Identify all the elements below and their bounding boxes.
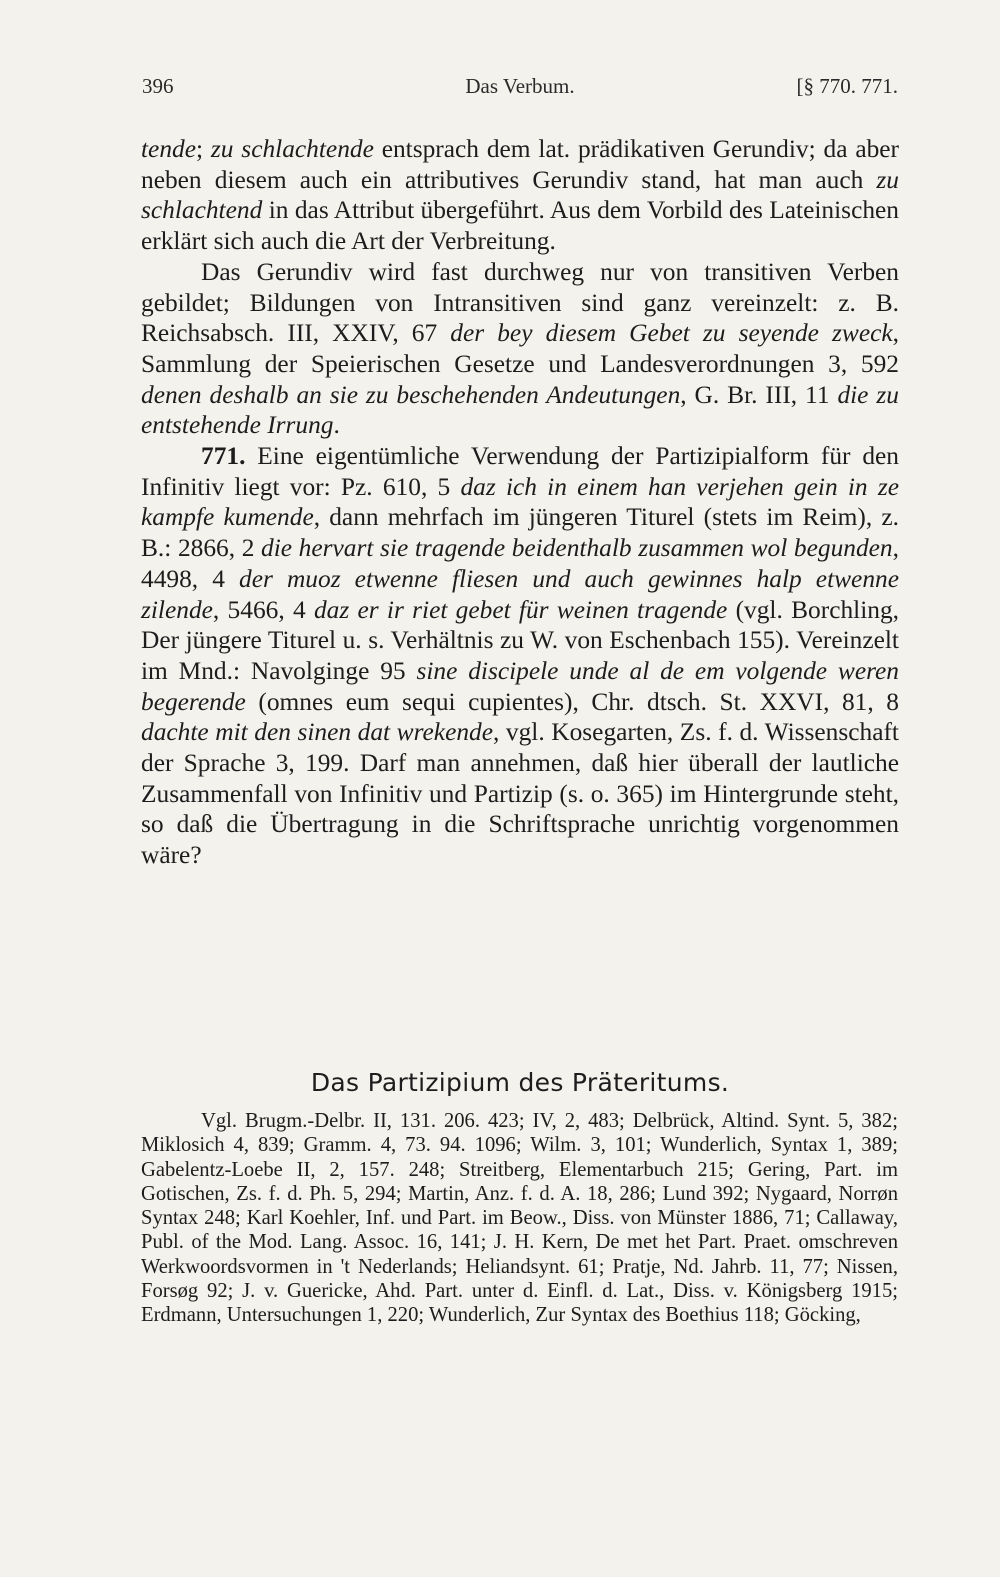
italic-quote: die zu entstehende Irrung xyxy=(141,380,899,440)
text-run: , dann mehrfach im jüngeren Titurel (stets im Reim), z. B.: 2866, 2 xyxy=(141,503,899,563)
italic-quote: der muoz etwenne fliesen und auch gewinnes halp etwenne zilende xyxy=(141,564,899,624)
paragraph-continuation xyxy=(141,134,899,257)
italic-quote: denen deshalb an sie zu beschehenden Andeutungen xyxy=(141,380,681,409)
section-number: 771. xyxy=(201,442,246,471)
text-run: ; xyxy=(195,135,211,163)
text-run: , 5466, 4 xyxy=(212,595,314,624)
paragraph-771 xyxy=(141,441,899,871)
text-run: , Sammlung der Speierischen Gesetze und Landesverordnungen 3, 592 xyxy=(141,319,899,378)
text-run: , vgl. Kosegarten, Zs. f. d. Wissenschaft der Sprache 3, 199. Darf man annehmen, daß hier überall der lautliche Zusammenfall von Infinitiv und Partizip (s. o. 365) im Hintergrunde steht, so daß die Übertragung in die Schriftsprache unrichtig vorgenommen wäre? xyxy=(141,718,899,870)
text-run: entsprach dem lat. prädikativen Gerundiv; da aber neben diesem auch ein attributives Gerundiv stand, hat man auch xyxy=(141,135,900,194)
italic-term: tende xyxy=(141,135,196,163)
section-reference: [§ 770. 771. xyxy=(796,74,898,98)
bibliography-text: Vgl. Brugm.-Delbr. II, 131. 206. 423; IV, 2, 483; Delbrück, Altind. Synt. 5, 382; Miklosich 4, 839; Gramm. 4, 73. 94. 1096; Wilm. 3, 101; Wunderlich, Syntax 1, 389; Gabelentz-Loebe II, 2, 157. 248; Streitberg, Elementarbuch 215; Gering, Part. im Gotischen, Zs. f. d. Ph. 5, 294; Martin, Anz. f. d. A. 18, 286; Lund 392; Nygaard, Norrøn Syntax 248; Karl Koehler, Inf. und Part. im Beow., Diss. von Münster 1886, 71; Callaway, Publ. of the Mod. Lang. Assoc. 16, 141; J. H. Kern, De met het Part. Praet. omschreven Werkwoordsvormen in 't Nederlands; Heliandsynt. 61; Pratje, Nd. Jahrb. 11, 77; Nissen, Forsøg 92; J. v. Guericke, Ahd. Part. unter d. Einfl. d. Lat., Diss. v. Königsberg 1915; Erdmann, Untersuchungen 1, 220; Wunderlich, Zur Syntax des Boethius 118; Göcking, xyxy=(141,1110,898,1327)
main-text xyxy=(141,134,899,871)
text-run: (omnes eum sequi cupientes), Chr. dtsch. St. XXVI, 81, 8 xyxy=(245,687,899,716)
bibliography xyxy=(141,1109,898,1328)
italic-quote: dachte mit den sinen dat wrekende xyxy=(141,718,493,747)
running-title: Das Verbum. xyxy=(465,74,575,98)
italic-quote: die hervart sie tragende beidenthalb zusammen wol begunden xyxy=(261,534,893,563)
text-run: Das Gerundiv wird fast durchweg nur von transitiven Verben gebildet; Bildungen von Intransitiven sind ganz vereinzelt: z. B. Reichsabsch. III, XXIV, 67 xyxy=(141,257,899,348)
italic-term: zu schlachtend xyxy=(141,165,899,225)
text-run: , G. Br. III, 11 xyxy=(680,380,838,409)
paragraph-gerundiv xyxy=(141,257,899,441)
italic-quote: daz ich in einem han verjehen gein in ze kampfe kumende xyxy=(141,472,899,532)
section-heading: Das Partizipium des Präteritums. xyxy=(310,1068,730,1097)
text-run: , 4498, 4 xyxy=(141,534,899,593)
text-run: in das Attribut übergeführt. Aus dem Vorbild des Lateinischen erklärt sich auch die Art der Verbreitung. xyxy=(141,196,899,256)
text-run: (vgl. Borchling, Der jüngere Titurel u. s. Verhältnis zu W. von Eschenbach 155). Vereinzelt im Mnd.: Navolginge 95 xyxy=(141,595,899,685)
text-run: . xyxy=(333,411,340,440)
italic-quote: sine discipele unde al de em volgende weren begerende xyxy=(141,656,899,716)
running-header xyxy=(140,74,900,104)
italic-quote: daz er ir riet gebet für weinen tragende xyxy=(313,595,728,624)
italic-quote: der bey diesem Gebet zu seyende zweck xyxy=(450,319,893,348)
text-run: Eine eigentümliche Verwendung der Partizipialform für den Infinitiv liegt vor: Pz. 610, 5 xyxy=(141,442,899,501)
page-number: 396 xyxy=(142,74,174,98)
italic-term: zu schlachtende xyxy=(210,135,374,163)
